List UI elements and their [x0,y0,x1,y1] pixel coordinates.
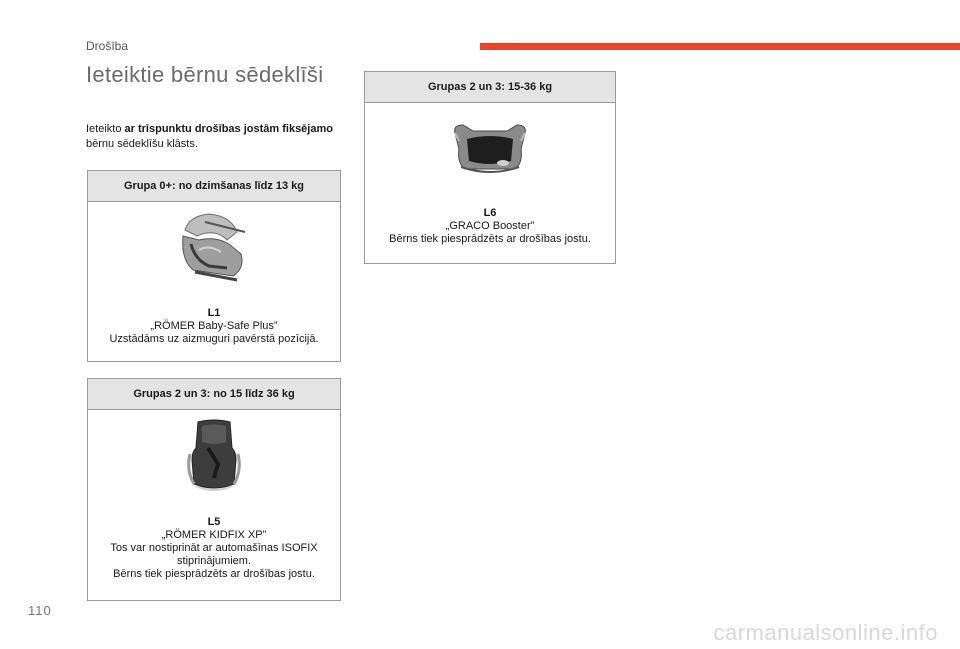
seat-code: L5 [207,516,221,528]
seat-note: Uzstādāms uz aizmuguri pavērstā pozīcijā. [109,333,319,345]
seat-card-group23-graco [364,71,616,264]
infant-carrier-icon [175,210,253,286]
page-number: 110 [28,603,52,618]
intro-text-after: bērnu sēdeklīšu klāsts. [86,138,198,150]
card-header: Grupas 2 un 3: 15-36 kg [365,72,615,103]
seat-note: Bērns tiek piesprādzēts ar drošības jostu. [113,568,315,580]
seat-code: L1 [207,307,221,319]
intro-text-before: Ieteikto [86,123,125,135]
watermark: carmanualsonline.info [713,620,938,645]
high-back-booster-icon [184,418,244,498]
seat-note: Tos var nostiprināt ar automašīnas ISOFIX stiprinājumiem. [110,542,318,567]
booster-cushion-icon [449,119,531,183]
intro-bold: ar trīspunktu drošības jostām fiksējamo [124,123,333,135]
seat-name: „GRACO Booster” [445,220,535,232]
seat-card-group23-kidfix [87,378,341,601]
page-title: Ieteiktie bērnu sēdeklīši [86,62,324,87]
seat-name: „RÖMER Baby-Safe Plus” [150,320,278,332]
seat-name: „RÖMER KIDFIX XP” [161,529,267,541]
seat-note: Bērns tiek piesprādzēts ar drošības jostu. [389,233,591,245]
seat-code: L6 [483,207,497,219]
section-label: Drošība [86,39,129,53]
seat-card-group0 [87,170,341,362]
accent-bar [480,43,960,50]
intro-paragraph [86,122,346,152]
card-header: Grupa 0+: no dzimšanas līdz 13 kg [88,171,340,202]
card-header: Grupas 2 un 3: no 15 līdz 36 kg [88,379,340,410]
